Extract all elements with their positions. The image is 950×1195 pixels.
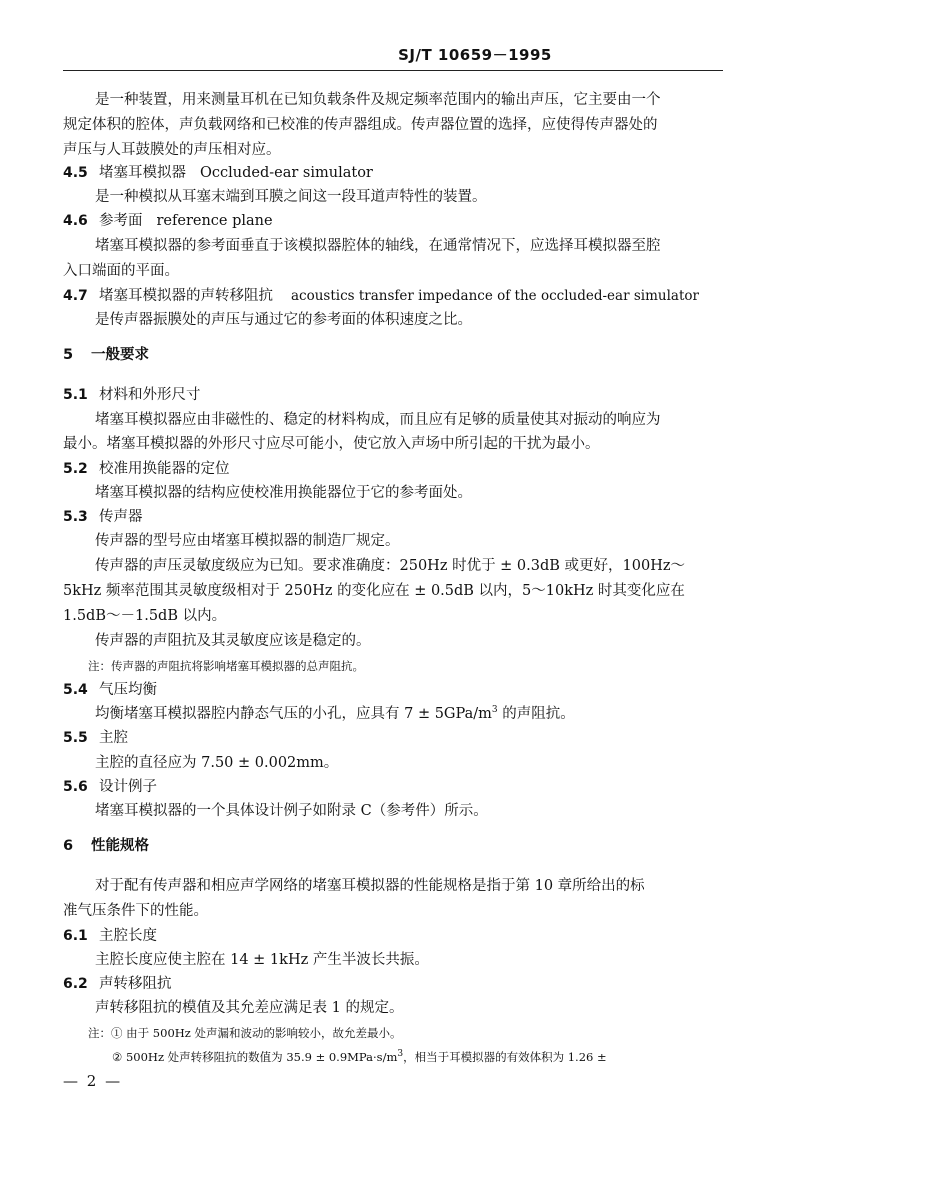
section-number: 5.6 (63, 779, 88, 795)
section-number: 6 (63, 838, 74, 854)
paragraph-line: 传声器的声压灵敏度级应为已知。要求准确度：250Hz 时优于 ± 0.3dB 或更好，100Hz～ (95, 558, 686, 574)
note-line: 注：传声器的声阻抗将影响堵塞耳模拟器的总声阻抗。 (88, 659, 364, 673)
section-title: 校准用换能器的定位 (99, 461, 230, 477)
paragraph-line: 是一种装置，用来测量耳机在已知负载条件及规定频率范围内的输出声压，它主要由一个 (95, 92, 661, 108)
section-title: 主腔长度 (99, 928, 157, 944)
note-line: 注：① 由于 500Hz 处声漏和波动的影响较小，故允差最小。 (88, 1026, 402, 1040)
paragraph-line: 是传声器振膜处的声压与通过它的参考面的体积速度之比。 (95, 312, 472, 328)
text-span: 均衡堵塞耳模拟器腔内静态气压的小孔，应具有 7 ± 5GPa/m (95, 706, 492, 722)
section-heading-4-6 (63, 211, 273, 231)
section-title: 堵塞耳模拟器 (99, 165, 186, 181)
section-number: 6.1 (63, 928, 88, 944)
header-rule (63, 70, 723, 71)
superscript: 3 (491, 705, 498, 716)
section-heading-5-4 (63, 680, 157, 700)
section-heading-5 (63, 345, 149, 365)
section-heading-5-2 (63, 459, 230, 479)
section-number: 5.4 (63, 682, 88, 698)
section-heading-6-1 (63, 926, 157, 946)
page-number: — 2 — (63, 1072, 123, 1090)
section-heading-5-6 (63, 777, 157, 797)
paragraph-line: 规定体积的腔体，声负载网络和已校准的传声器组成。传声器位置的选择，应使得传声器处的 (63, 117, 658, 133)
section-title: 气压均衡 (99, 682, 157, 698)
section-heading-5-5 (63, 728, 128, 748)
standard-number-header: SJ/T 10659－1995 (398, 46, 552, 64)
text-span: 的声阻抗。 (497, 706, 575, 722)
section-heading-6-2 (63, 974, 172, 994)
section-number: 6.2 (63, 976, 88, 992)
section-heading-5-1 (63, 385, 201, 405)
paragraph-line: 声转移阻抗的模值及其允差应满足表 1 的规定。 (95, 1000, 404, 1016)
paragraph-line: 传声器的型号应由堵塞耳模拟器的制造厂规定。 (95, 533, 400, 549)
paragraph-line: 堵塞耳模拟器应由非磁性的、稳定的材料构成，而且应有足够的质量使其对振动的响应为 (95, 412, 661, 428)
section-title: 主腔 (99, 730, 128, 746)
section-number: 4.5 (63, 165, 88, 181)
section-heading-4-5 (63, 163, 373, 183)
paragraph-line: 堵塞耳模拟器的一个具体设计例子如附录 C（参考件）所示。 (95, 803, 488, 819)
superscript: 3 (397, 1049, 404, 1060)
paragraph-line: 堵塞耳模拟器的结构应使校准用换能器位于它的参考面处。 (95, 485, 472, 501)
section-title: 声转移阻抗 (99, 976, 172, 992)
paragraph-line (95, 704, 575, 724)
paragraph-line: 主腔的直径应为 7.50 ± 0.002mm。 (95, 755, 339, 771)
section-title: 性能规格 (91, 838, 149, 854)
section-number: 5.5 (63, 730, 88, 746)
section-number: 5 (63, 347, 74, 363)
paragraph-line: 是一种模拟从耳塞末端到耳膜之间这一段耳道声特性的装置。 (95, 189, 487, 205)
text-span: ② 500Hz 处声转移阻抗的数值为 35.9 ± 0.9MPa·s/m (112, 1050, 398, 1064)
paragraph-line: 传声器的声阻抗及其灵敏度应该是稳定的。 (95, 633, 371, 649)
section-title: 堵塞耳模拟器的声转移阻抗 (99, 288, 273, 304)
section-title: 参考面 (99, 213, 143, 229)
note-line (112, 1047, 607, 1067)
paragraph-line: 主腔长度应使主腔在 14 ± 1kHz 产生半波长共振。 (95, 952, 429, 968)
text-span: ，相当于耳模拟器的有效体积为 1.26 ± (403, 1050, 607, 1064)
section-number: 5.1 (63, 387, 88, 403)
section-title: 一般要求 (91, 347, 149, 363)
section-number: 5.3 (63, 509, 88, 525)
section-title: 材料和外形尺寸 (99, 387, 201, 403)
section-title: 设计例子 (99, 779, 157, 795)
paragraph-line: 堵塞耳模拟器的参考面垂直于该模拟器腔体的轴线，在通常情况下，应选择耳模拟器至腔 (95, 238, 661, 254)
paragraph-line: 入口端面的平面。 (63, 263, 179, 279)
section-number: 4.7 (63, 288, 88, 304)
section-number: 4.6 (63, 213, 88, 229)
paragraph-line: 5kHz 频率范围其灵敏度级相对于 250Hz 的变化应在 ± 0.5dB 以内，5～10kHz 时其变化应在 (63, 583, 685, 599)
section-heading-5-3 (63, 507, 143, 527)
section-heading-4-7 (63, 286, 699, 306)
paragraph-line: 声压与人耳鼓膜处的声压相对应。 (63, 142, 281, 158)
section-title: 传声器 (99, 509, 143, 525)
section-title-en: acoustics transfer impedance of the occluded-ear simulator (291, 288, 699, 304)
paragraph-line: 1.5dB～－1.5dB 以内。 (63, 608, 227, 624)
section-heading-6 (63, 836, 149, 856)
section-title-en: reference plane (156, 213, 273, 229)
section-number: 5.2 (63, 461, 88, 477)
section-title-en: Occluded-ear simulator (200, 165, 373, 181)
paragraph-line: 准气压条件下的性能。 (63, 903, 208, 919)
paragraph-line: 最小。堵塞耳模拟器的外形尺寸应尽可能小，使它放入声场中所引起的干扰为最小。 (63, 436, 600, 452)
paragraph-line: 对于配有传声器和相应声学网络的堵塞耳模拟器的性能规格是指于第 10 章所给出的标 (95, 878, 645, 894)
